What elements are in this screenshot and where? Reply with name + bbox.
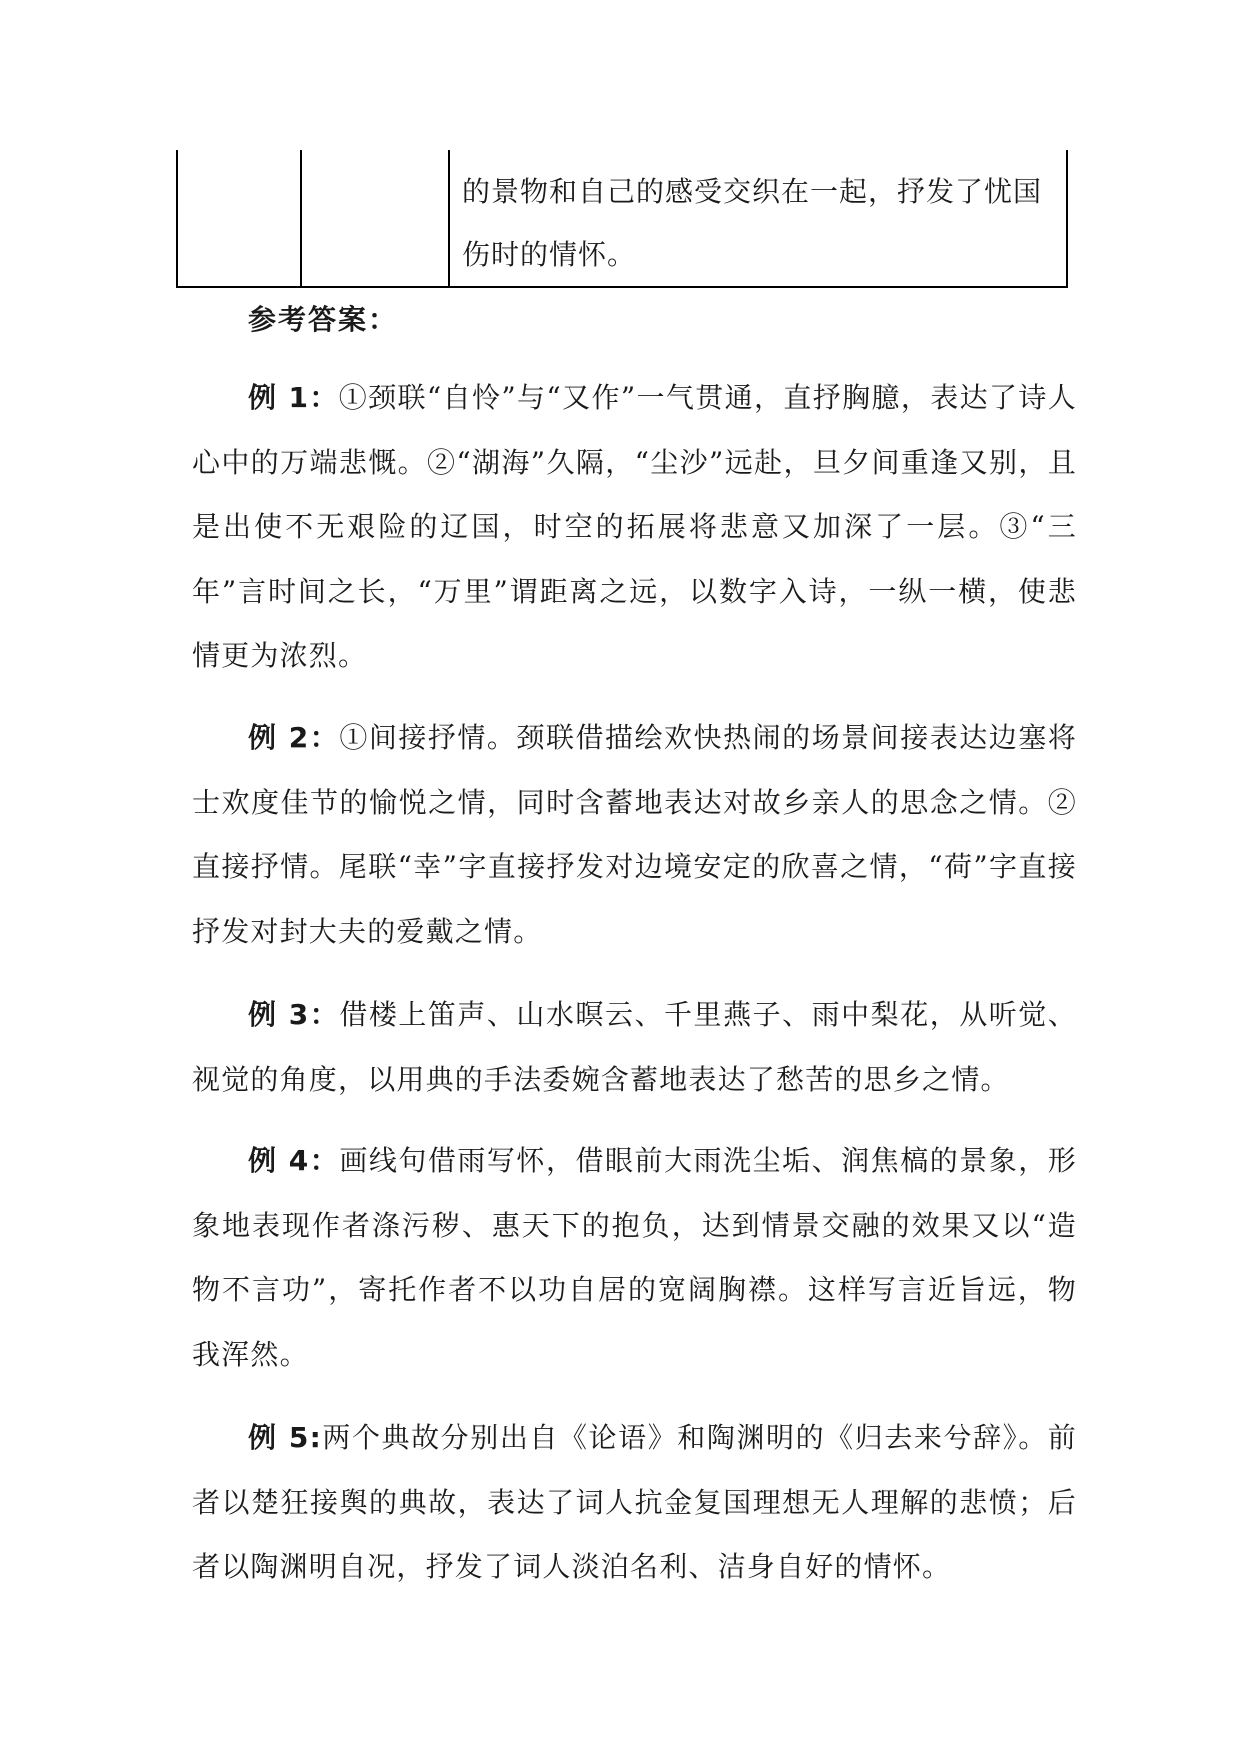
answer-label-4: 例 4：	[248, 1144, 340, 1177]
answer-label-2: 例 2：	[248, 721, 340, 754]
answer-text-4: 画线句借雨写怀，借眼前大雨洗尘垢、润焦槁的景象，形象地表现作者涤污秽、惠天下的抱负，达到情景交融的效果又以“造物不言功”，寄托作者不以功自居的宽阔胸襟。这样写言近旨远，物我浑然。	[192, 1144, 1077, 1371]
answer-paragraph-1	[192, 366, 1077, 689]
answer-paragraph-2	[192, 706, 1077, 964]
answer-heading: 参考答案：	[248, 303, 399, 336]
answer-paragraph-4	[192, 1129, 1077, 1387]
answer-text-5: 两个典故分别出自《论语》和陶渊明的《归去来兮辞》。前者以楚狂接舆的典故，表达了词人抗金复国理想无人理解的悲愤；后者以陶渊明自况，抒发了词人淡泊名利、洁身自好的情怀。	[192, 1421, 1077, 1583]
table-cell-empty-2	[301, 150, 449, 287]
table-cell-text	[449, 150, 1067, 287]
answer-label-5: 例 5:	[248, 1421, 322, 1454]
answer-paragraph-5	[192, 1406, 1077, 1600]
answer-text-2: ①间接抒情。颈联借描绘欢快热闹的场景间接表达边塞将士欢度佳节的愉悦之情，同时含蓄地表达对故乡亲人的思念之情。②直接抒情。尾联“幸”字直接抒发对边境安定的欣喜之情，“荷”字直接抒发对封大夫的爱戴之情。	[192, 721, 1077, 948]
answer-text-3: 借楼上笛声、山水暝云、千里燕子、雨中梨花，从听觉、视觉的角度，以用典的手法委婉含蓄地表达了愁苦的思乡之情。	[192, 998, 1077, 1096]
answer-label-1: 例 1：	[248, 381, 339, 414]
table-cell-empty-1	[177, 150, 301, 287]
table-fragment	[176, 150, 1068, 288]
answer-label-3: 例 3：	[248, 998, 340, 1031]
answer-paragraph-3	[192, 983, 1077, 1112]
table-row	[177, 150, 1067, 287]
answer-text-1: ①颈联“自怜”与“又作”一气贯通，直抒胸臆，表达了诗人心中的万端悲慨。②“湖海”久隔，“尘沙”远赴，旦夕间重逢又别，且是出使不无艰险的辽国，时空的拓展将悲意又加深了一层。③“三年”言时间之长，“万里”谓距离之远，以数字入诗，一纵一横，使悲情更为浓烈。	[192, 381, 1078, 672]
table-cell-content: 的景物和自己的感受交织在一起，抒发了忧国伤时的情怀。	[462, 175, 1043, 271]
